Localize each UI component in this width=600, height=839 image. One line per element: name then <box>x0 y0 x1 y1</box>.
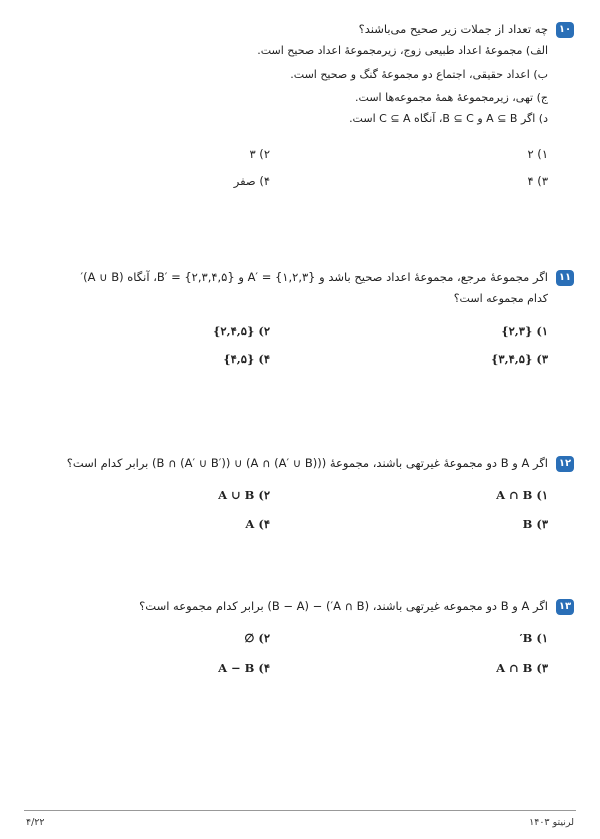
stem-text: اگر A و B دو مجموعهٔ غیرتهی باشند، مجموعهٔ ((A ∩ (A′ ∪ B)) ∪ (B ∩ (A′ ∪ B′)) برابر کدام است؟ <box>66 456 548 470</box>
question-stem <box>81 268 574 286</box>
question-number-badge: ۱۳ <box>556 599 574 615</box>
option-4[interactable]: ۴) A <box>245 517 270 531</box>
option-1[interactable]: ۱) A ∩ B <box>496 488 548 502</box>
statement-alef: الف) مجموعهٔ اعداد طبیعی زوج، زیرمجموعهٔ اعداد صحیح است. <box>257 44 548 57</box>
statement-jim: ج) تهی، زیرمجموعهٔ همهٔ مجموعه‌ها است. <box>355 91 548 104</box>
question-stem <box>139 597 574 615</box>
stem-text: چه تعداد از جملات زیر صحیح می‌باشند؟ <box>358 22 548 36</box>
question-stem <box>359 20 574 38</box>
stem-text: اگر A و B دو مجموعه غیرتهی باشند، (A ∩ B′) − (B − A) برابر کدام مجموعه است؟ <box>139 599 548 613</box>
option-2[interactable]: ۲) ۳ <box>249 147 270 161</box>
option-1[interactable]: ۱) ۲ <box>527 147 548 161</box>
statement-dal: د) اگر A ⊆ B و B ⊆ C، آنگاه C ⊆ A است. <box>349 112 548 125</box>
option-2[interactable]: ۲) {۲,۴,۵} <box>213 324 270 338</box>
question-number-badge: ۱۱ <box>556 270 574 286</box>
option-4[interactable]: ۴) A − B <box>218 661 270 675</box>
footer-divider <box>24 810 576 811</box>
option-1[interactable]: ۱) B′ <box>519 631 548 645</box>
question-stem <box>67 454 574 472</box>
option-4[interactable]: ۴) صفر <box>233 174 270 188</box>
stem-text: اگر مجموعهٔ مرجع، مجموعهٔ اعداد صحیح باشد و A′ = {۱,۲,۳} و B′ = {۲,۳,۴,۵}، آنگاه (A ∪ B)′ <box>80 270 548 284</box>
option-2[interactable]: ۲) ∅ <box>244 631 270 645</box>
statement-be: ب) اعداد حقیقی، اجتماع دو مجموعهٔ گنگ و صحیح است. <box>290 68 548 81</box>
stem-continuation: کدام مجموعه است؟ <box>453 292 548 305</box>
question-number-badge: ۱۲ <box>556 456 574 472</box>
option-3[interactable]: ۳) A ∩ B <box>496 661 548 675</box>
option-2[interactable]: ۲) A ∪ B <box>218 488 270 502</box>
option-1[interactable]: ۱) {۲,۳} <box>501 324 548 338</box>
option-3[interactable]: ۳) {۳,۴,۵} <box>491 352 548 366</box>
option-4[interactable]: ۴) {۴,۵} <box>223 352 270 366</box>
publisher-label: لرنیتو ۱۴۰۳ <box>529 817 574 828</box>
option-3[interactable]: ۳) B <box>522 517 548 531</box>
question-number-badge: ۱۰ <box>556 22 574 38</box>
option-3[interactable]: ۳) ۴ <box>527 174 548 188</box>
page-number: ۴/۲۲ <box>26 817 45 828</box>
